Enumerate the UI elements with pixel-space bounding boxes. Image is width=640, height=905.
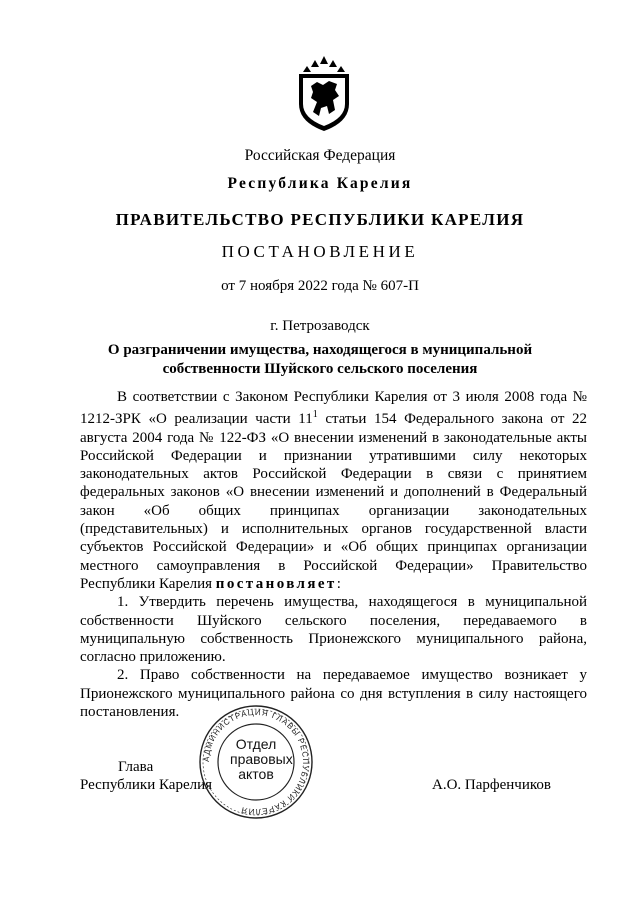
- stamp-line: актов: [238, 766, 274, 782]
- signatory-name: А.О. Парфенчиков: [432, 777, 551, 793]
- superscript: 1: [312, 409, 318, 421]
- republic-name: Республика Карелия: [227, 175, 413, 192]
- coat-of-arms-icon: [293, 56, 355, 132]
- stamp-line: Отдел: [235, 736, 277, 752]
- body-paragraph: 2. Право собственности на передаваемое имущество возникает у Прионежского муниципального района со дня вступления в силу настоящего постановления.: [80, 667, 587, 721]
- body-paragraph: 1. Утвердить перечень имущества, находящегося в муниципальной собственности Шуйского сельского поселения, передаваемого в муниципальную собственность Прионежского муниципального района, согласно приложению.: [80, 594, 587, 666]
- resolution-keyword: постановляет: [215, 575, 337, 592]
- stamp-ring-text: АДМИНИСТРАЦИЯ ГЛАВЫ РЕСПУБЛИКИ КАРЕЛИЯ: [201, 707, 311, 817]
- signatory-title-line1: Глава: [118, 759, 154, 775]
- body-text: :: [336, 575, 341, 592]
- document-type: ПОСТАНОВЛЕНИЕ: [221, 242, 419, 261]
- subject-line: О разграничении имущества, находящегося в муниципальной: [107, 342, 533, 358]
- country-name: Российская Федерация: [244, 147, 396, 164]
- signatory-title-line2: Республики Карелия: [80, 777, 213, 793]
- city-name: г. Петрозаводск: [270, 318, 370, 334]
- subject-line: собственности Шуйского сельского поселения: [162, 361, 478, 377]
- body-paragraph: [80, 388, 587, 593]
- document-body: [80, 388, 587, 721]
- government-title: ПРАВИТЕЛЬСТВО РЕСПУБЛИКИ КАРЕЛИЯ: [115, 210, 525, 229]
- date-number: от 7 ноября 2022 года № 607-П: [221, 278, 419, 294]
- stamp-center-text: [230, 736, 293, 782]
- body-text: В соответствии с Законом Республики Карелия от 3 июля 2008 года № 1212-ЗРК «О реализации части 11: [80, 389, 587, 428]
- body-text: статьи 154 Федерального закона от 22 августа 2004 года № 122-ФЗ «О внесении изменений в законодательные акты Российской Федерации и признании утратившими силу некоторых законодательных актов Российской Федерации в связи с принятием федеральных законов «О внесении изменений и дополнений в Федеральный закон «Об общих принципах организации законодательных (представительных) и исполнительных органов государственной власти субъектов Российской Федерации» и «Об общих принципах организации местного самоуправления в Российской Федерации» Правительство Республики Карелия: [80, 411, 588, 592]
- stamp-line: правовых: [230, 751, 293, 767]
- document-subject: [0, 341, 640, 379]
